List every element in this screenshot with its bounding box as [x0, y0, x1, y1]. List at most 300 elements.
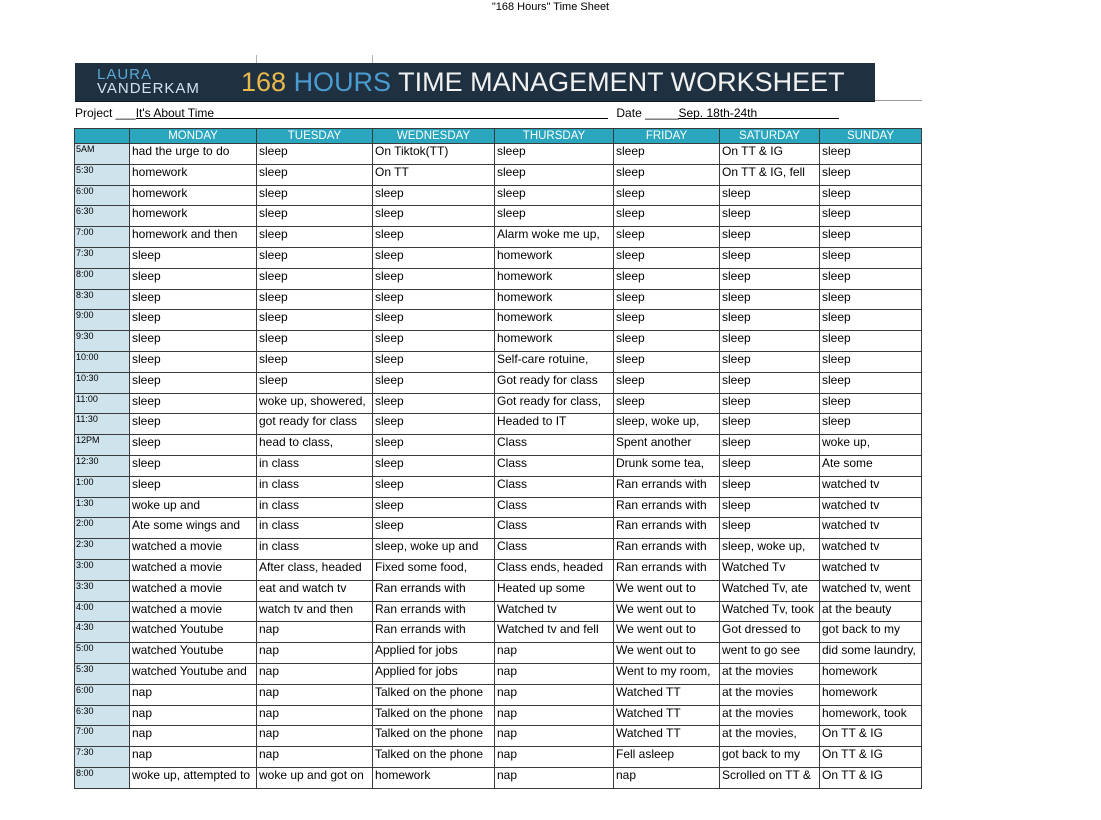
activity-cell[interactable]: had the urge to do	[130, 144, 257, 165]
table-row	[75, 351, 922, 372]
time-slot-label: 6:00	[75, 185, 130, 206]
activity-cell[interactable]: sleep	[614, 185, 720, 206]
table-row	[75, 559, 922, 580]
activity-cell[interactable]: sleep	[130, 393, 257, 414]
activity-cell[interactable]: On TT & IG	[720, 144, 820, 165]
activity-cell[interactable]: sleep, woke up,	[720, 539, 820, 560]
table-row	[75, 705, 922, 726]
date-label: Date _____	[616, 106, 679, 120]
activity-cell[interactable]: Self-care rotuine,	[495, 351, 614, 372]
activity-cell[interactable]: sleep	[257, 164, 373, 185]
activity-cell[interactable]: homework	[495, 289, 614, 310]
activity-cell[interactable]: sleep	[720, 331, 820, 352]
table-row	[75, 310, 922, 331]
activity-cell[interactable]: sleep	[257, 206, 373, 227]
activity-cell[interactable]: Watched TT	[614, 684, 720, 705]
table-row	[75, 726, 922, 747]
time-slot-label: 8:30	[75, 289, 130, 310]
activity-cell[interactable]: woke up,	[820, 435, 922, 456]
activity-cell[interactable]: woke up, attempted to	[130, 767, 257, 788]
time-slot-label: 7:30	[75, 747, 130, 768]
time-slot-label: 2:30	[75, 539, 130, 560]
activity-cell[interactable]: homework and then	[130, 227, 257, 248]
activity-cell[interactable]: We went out to	[614, 622, 720, 643]
time-slot-label: 8:00	[75, 268, 130, 289]
activity-cell[interactable]: homework	[495, 268, 614, 289]
activity-cell[interactable]: in class	[257, 455, 373, 476]
activity-cell[interactable]: sleep	[720, 455, 820, 476]
activity-cell[interactable]: sleep	[495, 164, 614, 185]
activity-cell[interactable]: Ate some	[820, 455, 922, 476]
activity-cell[interactable]: sleep	[720, 185, 820, 206]
time-slot-label: 4:00	[75, 601, 130, 622]
time-sheet-table	[74, 128, 922, 789]
activity-cell[interactable]: sleep	[373, 497, 495, 518]
time-slot-label: 11:30	[75, 414, 130, 435]
table-row	[75, 663, 922, 684]
activity-cell[interactable]: sleep	[614, 289, 720, 310]
activity-cell[interactable]: Headed to IT	[495, 414, 614, 435]
activity-cell[interactable]: at the movies	[720, 705, 820, 726]
day-header: MONDAY	[130, 129, 257, 144]
activity-cell[interactable]: homework	[820, 684, 922, 705]
time-slot-label: 9:00	[75, 310, 130, 331]
activity-cell[interactable]: Fell asleep	[614, 747, 720, 768]
table-row	[75, 289, 922, 310]
activity-cell[interactable]: Class	[495, 518, 614, 539]
activity-cell[interactable]: got back to my	[820, 622, 922, 643]
activity-cell[interactable]: sleep	[257, 289, 373, 310]
activity-cell[interactable]: Drunk some tea,	[614, 455, 720, 476]
activity-cell[interactable]: After class, headed	[257, 559, 373, 580]
activity-cell[interactable]: sleep	[720, 476, 820, 497]
activity-cell[interactable]: sleep	[257, 331, 373, 352]
activity-cell[interactable]: sleep	[720, 414, 820, 435]
activity-cell[interactable]: nap	[257, 622, 373, 643]
activity-cell[interactable]: nap	[130, 747, 257, 768]
activity-cell[interactable]: homework	[373, 767, 495, 788]
activity-cell[interactable]: at the movies,	[720, 726, 820, 747]
activity-cell[interactable]: Watched Tv, took	[720, 601, 820, 622]
activity-cell[interactable]: woke up and got on	[257, 767, 373, 788]
activity-cell[interactable]: got ready for class	[257, 414, 373, 435]
activity-cell[interactable]: sleep	[720, 206, 820, 227]
table-row	[75, 476, 922, 497]
time-slot-label: 5:00	[75, 643, 130, 664]
activity-cell[interactable]: homework	[495, 247, 614, 268]
activity-cell[interactable]: nap	[257, 684, 373, 705]
activity-cell[interactable]: sleep	[257, 310, 373, 331]
time-slot-label: 8:00	[75, 767, 130, 788]
activity-cell[interactable]: sleep, woke up and	[373, 539, 495, 560]
time-slot-label: 7:00	[75, 227, 130, 248]
activity-cell[interactable]: sleep	[130, 310, 257, 331]
activity-cell[interactable]: sleep	[257, 372, 373, 393]
activity-cell[interactable]: sleep	[257, 144, 373, 165]
activity-cell[interactable]: Class	[495, 435, 614, 456]
activity-cell[interactable]: Ran errands with	[373, 622, 495, 643]
activity-cell[interactable]: Ran errands with	[614, 518, 720, 539]
activity-cell[interactable]: sleep	[614, 310, 720, 331]
banner-rule	[875, 100, 922, 101]
activity-cell[interactable]: sleep	[373, 435, 495, 456]
activity-cell[interactable]: We went out to	[614, 580, 720, 601]
activity-cell[interactable]: Watched tv and fell	[495, 622, 614, 643]
activity-cell[interactable]: sleep	[130, 372, 257, 393]
activity-cell[interactable]: Watched Tv	[720, 559, 820, 580]
activity-cell[interactable]: woke up, showered,	[257, 393, 373, 414]
title-hours: HOURS	[293, 67, 392, 97]
activity-cell[interactable]: watched Youtube and	[130, 663, 257, 684]
activity-cell[interactable]: nap	[495, 747, 614, 768]
activity-cell[interactable]: sleep	[720, 351, 820, 372]
activity-cell[interactable]: sleep	[373, 185, 495, 206]
activity-cell[interactable]: sleep	[614, 227, 720, 248]
time-slot-label: 6:30	[75, 206, 130, 227]
activity-cell[interactable]: sleep	[720, 435, 820, 456]
table-row	[75, 372, 922, 393]
activity-cell[interactable]: nap	[130, 684, 257, 705]
activity-cell[interactable]: sleep	[820, 247, 922, 268]
table-row	[75, 144, 922, 165]
time-slot-label: 1:00	[75, 476, 130, 497]
time-slot-label: 3:30	[75, 580, 130, 601]
activity-cell[interactable]: watched tv	[820, 476, 922, 497]
project-row	[75, 105, 922, 121]
project-label: Project ___	[75, 106, 136, 120]
activity-cell[interactable]: On TT & IG	[820, 747, 922, 768]
activity-cell[interactable]: sleep	[130, 455, 257, 476]
time-slot-label: 4:30	[75, 622, 130, 643]
activity-cell[interactable]: Class ends, headed	[495, 559, 614, 580]
activity-cell[interactable]: Got ready for class,	[495, 393, 614, 414]
activity-cell[interactable]: Class	[495, 539, 614, 560]
activity-cell[interactable]: nap	[495, 663, 614, 684]
activity-cell[interactable]: On TT & IG	[820, 767, 922, 788]
activity-cell[interactable]: Ran errands with	[373, 580, 495, 601]
table-row	[75, 435, 922, 456]
table-row	[75, 185, 922, 206]
activity-cell[interactable]: Ran errands with	[373, 601, 495, 622]
activity-cell[interactable]: sleep	[614, 331, 720, 352]
time-slot-label: 2:00	[75, 518, 130, 539]
activity-cell[interactable]: Scrolled on TT &	[720, 767, 820, 788]
activity-cell[interactable]: homework	[130, 206, 257, 227]
activity-cell[interactable]: Class	[495, 455, 614, 476]
activity-cell[interactable]: homework, took	[820, 705, 922, 726]
activity-cell[interactable]: sleep	[495, 144, 614, 165]
activity-cell[interactable]: sleep	[130, 247, 257, 268]
activity-cell[interactable]: sleep	[820, 164, 922, 185]
time-slot-label: 6:00	[75, 684, 130, 705]
activity-cell[interactable]: sleep	[373, 372, 495, 393]
activity-cell[interactable]: nap	[257, 643, 373, 664]
activity-cell[interactable]: sleep	[130, 268, 257, 289]
table-row	[75, 580, 922, 601]
activity-cell[interactable]: On TT & IG	[820, 726, 922, 747]
activity-cell[interactable]: sleep	[720, 393, 820, 414]
activity-cell[interactable]: Ate some wings and	[130, 518, 257, 539]
activity-cell[interactable]: watched Youtube	[130, 643, 257, 664]
table-row	[75, 497, 922, 518]
activity-cell[interactable]: sleep	[373, 351, 495, 372]
activity-cell[interactable]: sleep	[820, 144, 922, 165]
activity-cell[interactable]: sleep	[373, 518, 495, 539]
activity-cell[interactable]: sleep	[720, 268, 820, 289]
activity-cell[interactable]: Got dressed to	[720, 622, 820, 643]
activity-cell[interactable]: went to go see	[720, 643, 820, 664]
activity-cell[interactable]: Got ready for class	[495, 372, 614, 393]
activity-cell[interactable]: got back to my	[720, 747, 820, 768]
activity-cell[interactable]: Ran errands with	[614, 476, 720, 497]
time-slot-label: 3:00	[75, 559, 130, 580]
activity-cell[interactable]: Ran errands with	[614, 539, 720, 560]
time-slot-label: 12:30	[75, 455, 130, 476]
title-rest: TIME MANAGEMENT WORKSHEET	[391, 67, 845, 97]
activity-cell[interactable]: On TT	[373, 164, 495, 185]
activity-cell[interactable]: nap	[257, 663, 373, 684]
time-slot-label: 1:30	[75, 497, 130, 518]
activity-cell[interactable]: homework	[495, 310, 614, 331]
activity-cell[interactable]: On Tiktok(TT)	[373, 144, 495, 165]
activity-cell[interactable]: woke up and	[130, 497, 257, 518]
date-field[interactable]: Sep. 18th-24th	[678, 105, 839, 119]
time-slot-label: 5:30	[75, 164, 130, 185]
activity-cell[interactable]: We went out to	[614, 601, 720, 622]
column-tick	[256, 55, 257, 63]
activity-cell[interactable]: nap	[257, 705, 373, 726]
activity-cell[interactable]: at the movies	[720, 684, 820, 705]
activity-cell[interactable]: sleep	[130, 351, 257, 372]
activity-cell[interactable]: sleep	[820, 206, 922, 227]
activity-cell[interactable]: sleep	[614, 164, 720, 185]
page-title: "168 Hours" Time Sheet	[491, 1, 610, 13]
activity-cell[interactable]: watched tv, went	[820, 580, 922, 601]
activity-cell[interactable]: sleep	[495, 206, 614, 227]
activity-cell[interactable]: sleep	[130, 476, 257, 497]
activity-cell[interactable]: in class	[257, 518, 373, 539]
day-header-row	[75, 129, 922, 144]
table-row	[75, 643, 922, 664]
activity-cell[interactable]: Watched Tv, ate	[720, 580, 820, 601]
activity-cell[interactable]: Applied for jobs	[373, 643, 495, 664]
activity-cell[interactable]: homework	[130, 164, 257, 185]
time-slot-label: 6:30	[75, 705, 130, 726]
activity-cell[interactable]: sleep	[820, 268, 922, 289]
activity-cell[interactable]: sleep	[373, 206, 495, 227]
table-row	[75, 622, 922, 643]
activity-cell[interactable]: sleep	[257, 227, 373, 248]
time-slot-label: 5:30	[75, 663, 130, 684]
table-row	[75, 414, 922, 435]
activity-cell[interactable]: sleep	[373, 247, 495, 268]
title-number: 168	[241, 67, 294, 97]
activity-cell[interactable]: watched Youtube	[130, 622, 257, 643]
table-row	[75, 164, 922, 185]
activity-cell[interactable]: sleep	[130, 289, 257, 310]
activity-cell[interactable]: homework	[495, 331, 614, 352]
activity-cell[interactable]: Alarm woke me up,	[495, 227, 614, 248]
activity-cell[interactable]: sleep	[373, 310, 495, 331]
activity-cell[interactable]: sleep	[820, 185, 922, 206]
activity-cell[interactable]: watched tv	[820, 518, 922, 539]
activity-cell[interactable]: at the beauty	[820, 601, 922, 622]
day-header: FRIDAY	[614, 129, 720, 144]
table-row	[75, 247, 922, 268]
activity-cell[interactable]: Watched TT	[614, 705, 720, 726]
activity-cell[interactable]: sleep	[614, 268, 720, 289]
activity-cell[interactable]: sleep	[373, 227, 495, 248]
activity-cell[interactable]: Watched tv	[495, 601, 614, 622]
activity-cell[interactable]: sleep	[373, 331, 495, 352]
activity-cell[interactable]: nap	[257, 726, 373, 747]
activity-cell[interactable]: did some laundry,	[820, 643, 922, 664]
activity-cell[interactable]: watched tv	[820, 539, 922, 560]
table-row	[75, 601, 922, 622]
activity-cell[interactable]: sleep	[720, 247, 820, 268]
activity-cell[interactable]: nap	[495, 643, 614, 664]
activity-cell[interactable]: sleep	[820, 227, 922, 248]
time-column-header	[75, 129, 130, 144]
activity-cell[interactable]: On TT & IG, fell	[720, 164, 820, 185]
activity-cell[interactable]: watched a movie	[130, 539, 257, 560]
activity-cell[interactable]: sleep	[257, 185, 373, 206]
activity-cell[interactable]: sleep	[130, 435, 257, 456]
activity-cell[interactable]: Spent another	[614, 435, 720, 456]
activity-cell[interactable]: sleep	[373, 268, 495, 289]
table-row	[75, 268, 922, 289]
activity-cell[interactable]: homework	[130, 185, 257, 206]
activity-cell[interactable]: sleep	[720, 310, 820, 331]
activity-cell[interactable]: watched a movie	[130, 559, 257, 580]
activity-cell[interactable]: Ran errands with	[614, 497, 720, 518]
activity-cell[interactable]: nap	[495, 767, 614, 788]
activity-cell[interactable]: sleep	[130, 414, 257, 435]
activity-cell[interactable]: sleep	[820, 372, 922, 393]
activity-cell[interactable]: sleep	[130, 331, 257, 352]
time-slot-label: 7:00	[75, 726, 130, 747]
activity-cell[interactable]: Class	[495, 476, 614, 497]
activity-cell[interactable]: sleep	[614, 393, 720, 414]
activity-cell[interactable]: nap	[495, 684, 614, 705]
activity-cell[interactable]: sleep	[720, 372, 820, 393]
activity-cell[interactable]: sleep	[257, 247, 373, 268]
activity-cell[interactable]: sleep	[720, 518, 820, 539]
activity-cell[interactable]: sleep	[373, 289, 495, 310]
brand-line-2: VANDERKAM	[97, 80, 200, 97]
activity-cell[interactable]: sleep	[820, 351, 922, 372]
worksheet-banner	[75, 63, 875, 102]
activity-cell[interactable]: sleep	[820, 393, 922, 414]
activity-cell[interactable]: nap	[257, 747, 373, 768]
activity-cell[interactable]: sleep	[373, 393, 495, 414]
activity-cell[interactable]: nap	[495, 726, 614, 747]
activity-cell[interactable]: sleep	[495, 185, 614, 206]
activity-cell[interactable]: homework	[820, 663, 922, 684]
table-row	[75, 455, 922, 476]
activity-cell[interactable]: in class	[257, 476, 373, 497]
activity-cell[interactable]: watched tv	[820, 497, 922, 518]
activity-cell[interactable]: in class	[257, 539, 373, 560]
activity-cell[interactable]: sleep	[820, 331, 922, 352]
table-row	[75, 331, 922, 352]
activity-cell[interactable]: Talked on the phone	[373, 726, 495, 747]
activity-cell[interactable]: Fixed some food,	[373, 559, 495, 580]
table-row	[75, 518, 922, 539]
table-row	[75, 393, 922, 414]
activity-cell[interactable]: We went out to	[614, 643, 720, 664]
activity-cell[interactable]: sleep	[820, 289, 922, 310]
activity-cell[interactable]: sleep	[720, 227, 820, 248]
table-row	[75, 206, 922, 227]
activity-cell[interactable]: sleep	[373, 476, 495, 497]
activity-cell[interactable]: sleep	[614, 247, 720, 268]
activity-cell[interactable]: nap	[495, 705, 614, 726]
activity-cell[interactable]: sleep	[720, 497, 820, 518]
time-slot-label: 10:00	[75, 351, 130, 372]
day-header: THURSDAY	[495, 129, 614, 144]
activity-cell[interactable]: sleep	[373, 455, 495, 476]
activity-cell[interactable]: sleep, woke up,	[614, 414, 720, 435]
activity-cell[interactable]: sleep	[373, 414, 495, 435]
activity-cell[interactable]: watch tv and then	[257, 601, 373, 622]
activity-cell[interactable]: sleep	[614, 206, 720, 227]
activity-cell[interactable]: at the movies	[720, 663, 820, 684]
activity-cell[interactable]: sleep	[614, 351, 720, 372]
activity-cell[interactable]: sleep	[820, 310, 922, 331]
activity-cell[interactable]: sleep	[720, 289, 820, 310]
activity-cell[interactable]: head to class,	[257, 435, 373, 456]
activity-cell[interactable]: Went to my room,	[614, 663, 720, 684]
activity-cell[interactable]: Applied for jobs	[373, 663, 495, 684]
activity-cell[interactable]: Heated up some	[495, 580, 614, 601]
activity-cell[interactable]: Class	[495, 497, 614, 518]
activity-cell[interactable]: watched tv	[820, 559, 922, 580]
activity-cell[interactable]: Talked on the phone	[373, 747, 495, 768]
activity-cell[interactable]: sleep	[614, 144, 720, 165]
activity-cell[interactable]: sleep	[614, 372, 720, 393]
activity-cell[interactable]: nap	[130, 705, 257, 726]
time-slot-label: 9:30	[75, 331, 130, 352]
activity-cell[interactable]: in class	[257, 497, 373, 518]
activity-cell[interactable]: sleep	[820, 414, 922, 435]
worksheet-title	[241, 66, 845, 98]
activity-cell[interactable]: watched a movie	[130, 601, 257, 622]
time-slot-label: 7:30	[75, 247, 130, 268]
column-tick	[372, 55, 373, 63]
activity-cell[interactable]: Talked on the phone	[373, 705, 495, 726]
activity-cell[interactable]: Ran errands with	[614, 559, 720, 580]
brand-line-1: LAURA	[97, 66, 153, 83]
activity-cell[interactable]: watched a movie	[130, 580, 257, 601]
brand-logo	[97, 68, 200, 96]
day-header: WEDNESDAY	[373, 129, 495, 144]
table-row	[75, 539, 922, 560]
activity-cell[interactable]: sleep	[257, 268, 373, 289]
project-field[interactable]: It's About Time	[136, 105, 608, 119]
time-slot-label: 11:00	[75, 393, 130, 414]
activity-cell[interactable]: Watched TT	[614, 726, 720, 747]
time-slot-label: 12PM	[75, 435, 130, 456]
day-header: SATURDAY	[720, 129, 820, 144]
activity-cell[interactable]: nap	[130, 726, 257, 747]
activity-cell[interactable]: nap	[614, 767, 720, 788]
activity-cell[interactable]: sleep	[257, 351, 373, 372]
day-header: SUNDAY	[820, 129, 922, 144]
table-row	[75, 684, 922, 705]
activity-cell[interactable]: eat and watch tv	[257, 580, 373, 601]
activity-cell[interactable]: Talked on the phone	[373, 684, 495, 705]
